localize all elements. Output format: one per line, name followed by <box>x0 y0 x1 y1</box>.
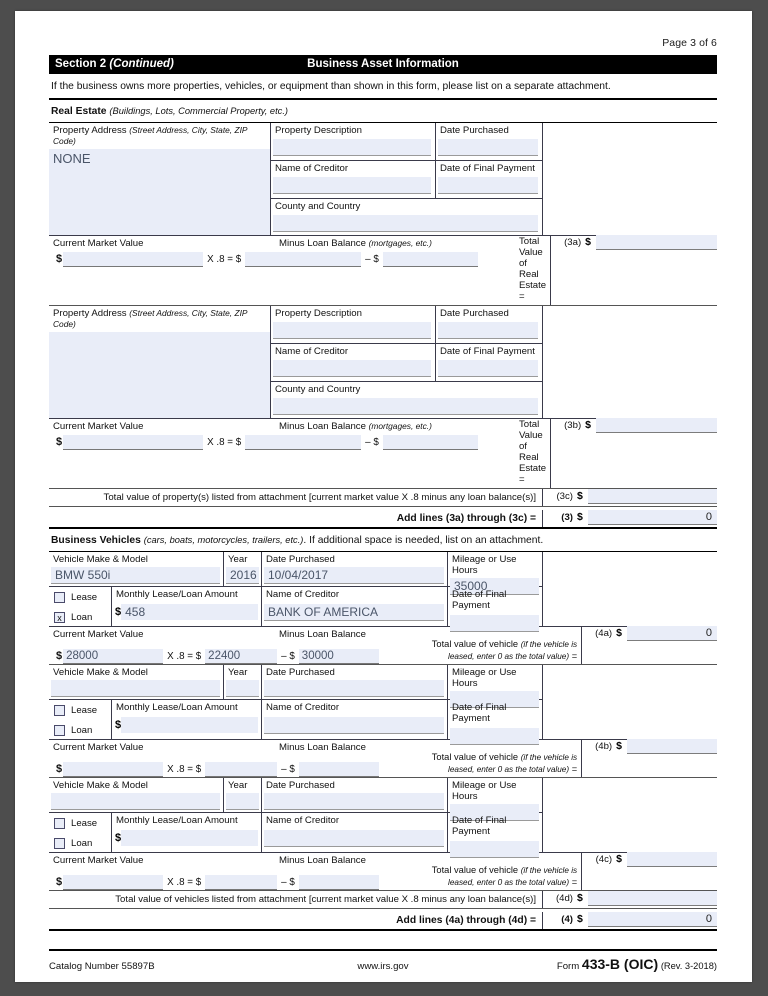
county-country-input-2[interactable] <box>273 398 538 415</box>
result-tag-3c: (3c) <box>556 491 573 502</box>
vehicles-total-row <box>49 909 717 929</box>
vehicle-value-inputs-1 <box>49 640 431 664</box>
loan-label-1: Loan <box>71 611 93 623</box>
vehicle-loan-balance-input-2[interactable] <box>299 762 379 777</box>
business-vehicles-heading-bold: Business Vehicles <box>51 535 141 546</box>
vehicle-date-purchased-label: Date Purchased <box>266 554 335 565</box>
property-address-value-2 <box>49 332 270 336</box>
vehicle-dollar-3: $ <box>56 876 63 888</box>
vehicle-value-inputs-2 <box>49 753 431 777</box>
vehicle-value-labels-2 <box>49 740 431 753</box>
vehicle-lease-option-2[interactable] <box>49 700 111 720</box>
vehicle-creditor-cell-1 <box>262 587 448 627</box>
vehicle-total-label-wrap-2 <box>431 740 581 777</box>
vehicle-final-payment-input-1[interactable] <box>450 615 539 632</box>
vehicle-minus-1: – $ <box>281 651 295 662</box>
multiplier-label-1: X .8 = $ <box>207 254 242 265</box>
vehicle-final-payment-label-3: Date of Final Payment <box>452 815 507 837</box>
vehicle-value-left-1 <box>49 627 431 664</box>
loan-checkbox-3[interactable] <box>54 838 65 849</box>
lease-label-1: Lease <box>71 591 98 603</box>
vehicle-year-label: Year <box>228 554 248 565</box>
property-address-label-2 <box>49 306 270 331</box>
vehicle-lease-option-3[interactable] <box>49 813 111 833</box>
county-country-label: County and Country <box>275 201 361 212</box>
vehicle-result-spacer-1 <box>542 552 717 627</box>
vehicle-total-label-wrap-3 <box>431 853 581 890</box>
vehicle-date-purchased-cell-1 <box>262 552 448 587</box>
vehicle-creditor-label-3: Name of Creditor <box>266 815 340 826</box>
page-footer <box>49 949 717 972</box>
final-payment-cell-1 <box>436 161 542 199</box>
vehicle-date-purchased-cell-3 <box>262 778 448 813</box>
section-title: Business Asset Information <box>307 58 459 70</box>
vehicle-loan-option-2[interactable] <box>49 720 111 740</box>
form-identifier <box>490 956 717 972</box>
vehicle-monthly-amount-input-1[interactable]: 458 <box>121 604 258 620</box>
form-revision: (Rev. 3-2018) <box>660 961 717 971</box>
minus-label-2: – $ <box>365 437 379 448</box>
vehicle-final-payment-label-2: Date of Final Payment <box>452 702 507 724</box>
result-dollar-4a: $ <box>616 627 622 639</box>
vehicle-mileage-input-1[interactable]: 35000 <box>450 578 539 595</box>
value-strip-left-2 <box>49 419 519 488</box>
vehicle-monthly-amount-label-3: Monthly Lease/Loan Amount <box>116 815 238 826</box>
lease-label-2: Lease <box>71 704 98 716</box>
vehicle-result-column-4b <box>581 740 717 777</box>
vehicle-value-strip-2 <box>49 740 717 777</box>
lease-checkbox-3[interactable] <box>54 818 65 829</box>
irs-website[interactable]: www.irs.gov <box>357 961 409 972</box>
vehicle-result-column-4a <box>581 627 717 664</box>
county-country-cell-1 <box>271 199 542 236</box>
vehicle-creditor-cell-2 <box>262 700 448 740</box>
result-dollar-3b: $ <box>585 419 591 431</box>
property-description-input-1[interactable] <box>273 139 431 156</box>
date-purchased-input-1[interactable] <box>438 139 538 156</box>
vehicles-attachment-text: Total value of vehicles listed from attachment [current market value X .8 minus any loan balance(s)] <box>115 894 536 905</box>
result-row-4d <box>543 891 717 908</box>
property-description-cell-1 <box>271 123 436 161</box>
real-estate-value-strip-2 <box>49 419 717 488</box>
vehicle-times-point-eight-input-2[interactable] <box>205 762 277 777</box>
property-details-stack-2 <box>271 306 542 419</box>
result-value-3a[interactable] <box>596 235 717 250</box>
vehicle-entry-1 <box>49 552 717 665</box>
vehicle-cmv-label-3: Current Market Value <box>53 855 144 866</box>
property-address-input-1[interactable] <box>49 149 270 235</box>
footer-row <box>49 951 717 972</box>
result-column-3 <box>542 510 717 527</box>
vehicle-times-point-eight-input-3[interactable] <box>205 875 277 890</box>
property-address-input-2[interactable] <box>49 332 270 418</box>
vehicle-final-payment-label: Date of Final Payment <box>452 589 507 611</box>
real-estate-entry-2 <box>49 306 717 489</box>
result-value-3b[interactable] <box>596 418 717 433</box>
result-value-4c[interactable] <box>627 852 717 867</box>
vehicle-final-payment-input-2[interactable] <box>450 728 539 745</box>
total-real-estate-label-wrap-2 <box>519 419 550 488</box>
value-strip-labels-1 <box>49 236 519 249</box>
property-address-value-1: NONE <box>53 151 91 166</box>
catalog-number: Catalog Number 55897B <box>49 961 155 972</box>
vehicle-make-model-input-1[interactable]: BMW 550i <box>51 567 220 584</box>
result-column-3c <box>542 489 717 506</box>
section-label: Section 2 <box>55 58 107 70</box>
real-estate-attachment-row <box>49 489 717 506</box>
result-row-3c <box>543 489 717 506</box>
times-point-eight-input-1[interactable] <box>245 252 361 267</box>
result-tag-4: (4) <box>561 914 573 925</box>
vehicle-final-payment-cell-1 <box>448 587 542 627</box>
vehicle-final-payment-cell-3 <box>448 813 542 853</box>
result-value-4a[interactable]: 0 <box>627 626 717 641</box>
page-number: Page 3 of 6 <box>662 37 717 49</box>
form-number: 433-B (OIC) <box>581 956 659 972</box>
real-estate-entry-1 <box>49 123 717 306</box>
result-dollar-4: $ <box>577 913 583 925</box>
vehicle-market-value-input-3[interactable] <box>63 875 163 890</box>
vehicle-make-model-input-3[interactable] <box>51 793 220 810</box>
vehicle-mileage-cell-3 <box>448 778 542 813</box>
vehicle-make-model-input-2[interactable] <box>51 680 220 697</box>
vehicle-creditor-label: Name of Creditor <box>266 589 340 600</box>
vehicle-lease-loan-cell-2 <box>49 700 112 740</box>
business-vehicles-heading-italic: (cars, boats, motorcycles, trailers, etc.) <box>143 535 304 545</box>
vehicle-mlb-label-1: Minus Loan Balance <box>279 629 366 640</box>
property-address-label-italic: (Street Address, City, State, ZIP Code) <box>53 125 248 146</box>
property-description-label: Property Description <box>275 125 362 136</box>
vehicle-date-purchased-label-2: Date Purchased <box>266 667 335 678</box>
vehicle-monthly-amount-wrap-1 <box>115 604 258 620</box>
monthly-amount-dollar-3: $ <box>115 832 122 844</box>
value-strip-left-1 <box>49 236 519 305</box>
final-payment-label: Date of Final Payment <box>440 163 535 174</box>
result-value-3[interactable]: 0 <box>588 510 717 525</box>
result-tag-3: (3) <box>561 512 573 523</box>
vehicle-details-1 <box>49 552 542 627</box>
property-description-cell-2 <box>271 306 436 344</box>
vehicle-final-payment-cell-2 <box>448 700 542 740</box>
creditor-input-1[interactable] <box>273 177 431 194</box>
vehicle-make-model-cell-2 <box>49 665 224 700</box>
value-strip-labels-2 <box>49 419 519 432</box>
vehicle-date-purchased-input-3[interactable] <box>264 793 444 810</box>
vehicle-year-label-2: Year <box>228 667 248 678</box>
vehicle-year-cell-2 <box>224 665 262 700</box>
vehicle-monthly-amount-cell-2 <box>112 700 262 740</box>
result-value-4b[interactable] <box>627 739 717 754</box>
result-row-3a <box>551 236 717 253</box>
county-country-input-1[interactable] <box>273 215 538 232</box>
vehicle-value-left-2 <box>49 740 431 777</box>
vehicle-monthly-amount-wrap-3 <box>115 830 258 846</box>
property-details-stack-1 <box>271 123 542 236</box>
real-estate-value-strip-1 <box>49 236 717 305</box>
dollar-sign-2: $ <box>56 436 63 448</box>
vehicle-creditor-input-3[interactable] <box>264 830 444 847</box>
loan-checkbox-1[interactable]: x <box>54 612 65 623</box>
minus-label-1: – $ <box>365 254 379 265</box>
total-real-estate-label-wrap-1 <box>519 236 550 305</box>
vehicle-mileage-cell-2 <box>448 665 542 700</box>
vehicle-dollar-2: $ <box>56 763 63 775</box>
vehicle-monthly-amount-label-2: Monthly Lease/Loan Amount <box>116 702 238 713</box>
vehicle-minus-3: – $ <box>281 877 295 888</box>
vehicle-total-label-wrap-1 <box>431 627 581 664</box>
business-vehicles-heading <box>49 529 717 552</box>
final-payment-input-2[interactable] <box>438 360 538 377</box>
loan-balance-input-1[interactable] <box>383 252 478 267</box>
vehicle-loan-balance-input-1[interactable]: 30000 <box>299 649 379 664</box>
result-value-4[interactable]: 0 <box>588 912 717 927</box>
real-estate-attachment-text: Total value of property(s) listed from attachment [current market value X .8 minus any loan balance(s)] <box>103 492 536 503</box>
result-column-1 <box>550 236 717 305</box>
minus-loan-balance-label: Minus Loan Balance (mortgages, etc.) <box>279 238 432 249</box>
vehicles-attachment-row <box>49 891 717 908</box>
business-vehicles-heading-rest: . If additional space is needed, list on an attachment. <box>303 535 544 546</box>
vehicle-year-cell-1 <box>224 552 262 587</box>
result-dollar-4c: $ <box>616 853 622 865</box>
current-market-value-label: Current Market Value <box>53 238 144 249</box>
real-estate-total-row <box>49 507 717 527</box>
result-row-4b <box>582 740 717 757</box>
vehicle-multiplier-2: X .8 = $ <box>167 764 202 775</box>
section-continued: (Continued) <box>109 58 174 70</box>
vehicle-value-strip-1 <box>49 627 717 664</box>
vehicle-details-3 <box>49 778 542 853</box>
vehicle-year-input-2[interactable] <box>226 680 259 697</box>
final-payment-input-1[interactable] <box>438 177 538 194</box>
property-address-label <box>49 123 270 148</box>
section-header-bar <box>49 55 717 74</box>
vehicle-loan-option-1[interactable] <box>49 607 111 627</box>
real-estate-total-text: Add lines (3a) through (3c) = <box>396 513 536 524</box>
vehicle-monthly-amount-cell-1 <box>112 587 262 627</box>
result-tag-4a: (4a) <box>595 628 613 639</box>
result-dollar-3a: $ <box>585 236 591 248</box>
vehicle-monthly-amount-input-2[interactable] <box>121 717 258 733</box>
result-column-spacer-2 <box>542 306 717 419</box>
vehicle-value-labels-3 <box>49 853 431 866</box>
vehicle-mileage-label-2: Mileage or Use Hours <box>452 667 517 689</box>
result-value-3c[interactable] <box>588 489 717 504</box>
vehicle-lease-loan-cell-3 <box>49 813 112 853</box>
vehicle-date-purchased-input-1[interactable]: 10/04/2017 <box>264 567 444 584</box>
vehicle-cmv-label-1: Current Market Value <box>53 629 144 640</box>
result-dollar-4d: $ <box>577 892 583 904</box>
vehicle-mileage-label-3: Mileage or Use Hours <box>452 780 517 802</box>
dollar-sign: $ <box>56 253 63 265</box>
result-column-spacer-1 <box>542 123 717 236</box>
vehicle-lease-option-1[interactable] <box>49 587 111 607</box>
total-real-estate-label-2: Total Value of Real Estate = <box>518 419 547 485</box>
result-row-3b <box>551 419 717 436</box>
lease-checkbox-1[interactable] <box>54 592 65 603</box>
result-dollar-4b: $ <box>616 740 622 752</box>
vehicle-mileage-cell-1 <box>448 552 542 593</box>
result-row-4c <box>582 853 717 870</box>
loan-label-2: Loan <box>71 724 93 736</box>
result-column-4 <box>542 912 717 929</box>
result-dollar-3: $ <box>577 511 583 523</box>
vehicle-creditor-input-2[interactable] <box>264 717 444 734</box>
date-purchased-cell-1 <box>436 123 542 161</box>
lease-checkbox-2[interactable] <box>54 705 65 716</box>
result-row-4a <box>582 627 717 644</box>
minus-loan-balance-label-2: Minus Loan Balance (mortgages, etc.) <box>279 421 432 432</box>
property-description-label-2: Property Description <box>275 308 362 319</box>
result-column-2 <box>550 419 717 488</box>
vehicle-mlb-label-3: Minus Loan Balance <box>279 855 366 866</box>
creditor-cell-2 <box>271 344 436 382</box>
vehicle-date-purchased-input-2[interactable] <box>264 680 444 697</box>
vehicle-total-label-3: Total value of vehicle (if the vehicle is leased, enter 0 as the total value) = <box>431 865 578 887</box>
vehicle-multiplier-3: X .8 = $ <box>167 877 202 888</box>
result-row-4 <box>543 912 717 929</box>
vehicle-make-model-cell-3 <box>49 778 224 813</box>
vehicle-market-value-input-2[interactable] <box>63 762 163 777</box>
vehicle-value-left-3 <box>49 853 431 890</box>
loan-checkbox-2[interactable] <box>54 725 65 736</box>
real-estate-heading-italic: (Buildings, Lots, Commercial Property, etc.) <box>109 106 288 116</box>
vehicle-date-purchased-label-3: Date Purchased <box>266 780 335 791</box>
vehicle-creditor-input-1[interactable]: BANK OF AMERICA <box>264 604 444 621</box>
vehicle-year-input-3[interactable] <box>226 793 259 810</box>
property-description-input-2[interactable] <box>273 322 431 339</box>
result-tag-3b: (3b) <box>564 420 582 431</box>
result-row-3 <box>543 510 717 527</box>
vehicle-monthly-amount-cell-3 <box>112 813 262 853</box>
vehicle-cmv-label-2: Current Market Value <box>53 742 144 753</box>
lease-label-3: Lease <box>71 817 98 829</box>
multiplier-label-2: X .8 = $ <box>207 437 242 448</box>
result-tag-4b: (4b) <box>595 741 613 752</box>
property-address-label-text-2: Property Address <box>53 308 127 319</box>
vehicle-value-labels-1 <box>49 627 431 640</box>
vehicle-mlb-label-2: Minus Loan Balance <box>279 742 366 753</box>
county-country-label-2: County and Country <box>275 384 361 395</box>
loan-label-3: Loan <box>71 837 93 849</box>
value-strip-inputs-2 <box>49 432 519 450</box>
vehicle-loan-option-3[interactable] <box>49 833 111 853</box>
vehicle-result-column-4c <box>581 853 717 890</box>
final-payment-cell-2 <box>436 344 542 382</box>
vehicle-year-input-1[interactable]: 2016 <box>226 567 259 584</box>
vehicle-entry-2 <box>49 665 717 778</box>
market-value-input-2[interactable] <box>63 435 203 450</box>
result-value-4d[interactable] <box>588 891 717 906</box>
property-address-label-italic-2: (Street Address, City, State, ZIP Code) <box>53 308 248 329</box>
loan-balance-input-2[interactable] <box>383 435 478 450</box>
real-estate-heading <box>49 100 717 123</box>
vehicle-minus-2: – $ <box>281 764 295 775</box>
vehicle-make-model-cell-1 <box>49 552 224 587</box>
vehicle-multiplier-1: X .8 = $ <box>167 651 202 662</box>
form-page <box>15 11 752 982</box>
vehicle-make-model-label: Vehicle Make & Model <box>53 554 148 565</box>
creditor-label-2: Name of Creditor <box>275 346 349 357</box>
vehicle-lease-loan-cell-1 <box>49 587 112 627</box>
vehicle-times-point-eight-input-1[interactable]: 22400 <box>205 649 277 664</box>
vehicle-result-spacer-3 <box>542 778 717 853</box>
vehicle-year-label-3: Year <box>228 780 248 791</box>
vehicle-monthly-amount-label: Monthly Lease/Loan Amount <box>116 589 238 600</box>
date-purchased-label-2: Date Purchased <box>440 308 509 319</box>
monthly-amount-dollar-1: $ <box>115 606 122 618</box>
result-tag-3a: (3a) <box>564 237 582 248</box>
vehicle-creditor-label-2: Name of Creditor <box>266 702 340 713</box>
vehicle-market-value-input-1[interactable]: 28000 <box>63 649 163 664</box>
final-payment-label-2: Date of Final Payment <box>440 346 535 357</box>
vehicle-make-model-label-2: Vehicle Make & Model <box>53 667 148 678</box>
creditor-cell-1 <box>271 161 436 199</box>
vehicle-date-purchased-cell-2 <box>262 665 448 700</box>
divider-after-4 <box>49 929 717 931</box>
vehicle-total-label-2: Total value of vehicle (if the vehicle is leased, enter 0 as the total value) = <box>431 752 578 774</box>
vehicle-creditor-cell-3 <box>262 813 448 853</box>
market-value-input-1[interactable] <box>63 252 203 267</box>
vehicle-monthly-amount-wrap-2 <box>115 717 258 733</box>
property-address-label-text: Property Address <box>53 125 127 136</box>
vehicle-monthly-amount-input-3[interactable] <box>121 830 258 846</box>
attachment-note: If the business owns more properties, vehicles, or equipment than shown in this form, please list on a separate attachment. <box>49 74 717 100</box>
property-address-cell-2 <box>49 306 271 419</box>
vehicle-entry-3 <box>49 778 717 891</box>
vehicles-total-text: Add lines (4a) through (4d) = <box>396 915 536 926</box>
date-purchased-input-2[interactable] <box>438 322 538 339</box>
value-strip-inputs-1 <box>49 249 519 267</box>
monthly-amount-dollar-2: $ <box>115 719 122 731</box>
creditor-label: Name of Creditor <box>275 163 349 174</box>
creditor-input-2[interactable] <box>273 360 431 377</box>
vehicle-final-payment-input-3[interactable] <box>450 841 539 858</box>
form-word: Form <box>556 961 580 972</box>
result-dollar-3c: $ <box>577 490 583 502</box>
county-country-cell-2 <box>271 382 542 419</box>
vehicle-total-label-1: Total value of vehicle (if the vehicle is leased, enter 0 as the total value) = <box>431 639 578 661</box>
vehicle-loan-balance-input-3[interactable] <box>299 875 379 890</box>
result-tag-4d: (4d) <box>555 893 573 904</box>
date-purchased-cell-2 <box>436 306 542 344</box>
real-estate-heading-bold: Real Estate <box>51 106 107 117</box>
times-point-eight-input-2[interactable] <box>245 435 361 450</box>
vehicle-value-inputs-3 <box>49 866 431 890</box>
vehicle-make-model-label-3: Vehicle Make & Model <box>53 780 148 791</box>
result-column-4d <box>542 891 717 908</box>
vehicle-mileage-label: Mileage or Use Hours <box>452 554 517 576</box>
result-tag-4c: (4c) <box>595 854 613 865</box>
property-address-cell-1 <box>49 123 271 236</box>
vehicle-value-strip-3 <box>49 853 717 890</box>
date-purchased-label: Date Purchased <box>440 125 509 136</box>
vehicle-details-2 <box>49 665 542 740</box>
vehicle-year-cell-3 <box>224 778 262 813</box>
current-market-value-label-2: Current Market Value <box>53 421 144 432</box>
total-real-estate-label-1: Total Value of Real Estate = <box>518 236 547 302</box>
vehicle-dollar-1: $ <box>56 650 63 662</box>
form-body <box>49 37 717 931</box>
vehicle-result-spacer-2 <box>542 665 717 740</box>
